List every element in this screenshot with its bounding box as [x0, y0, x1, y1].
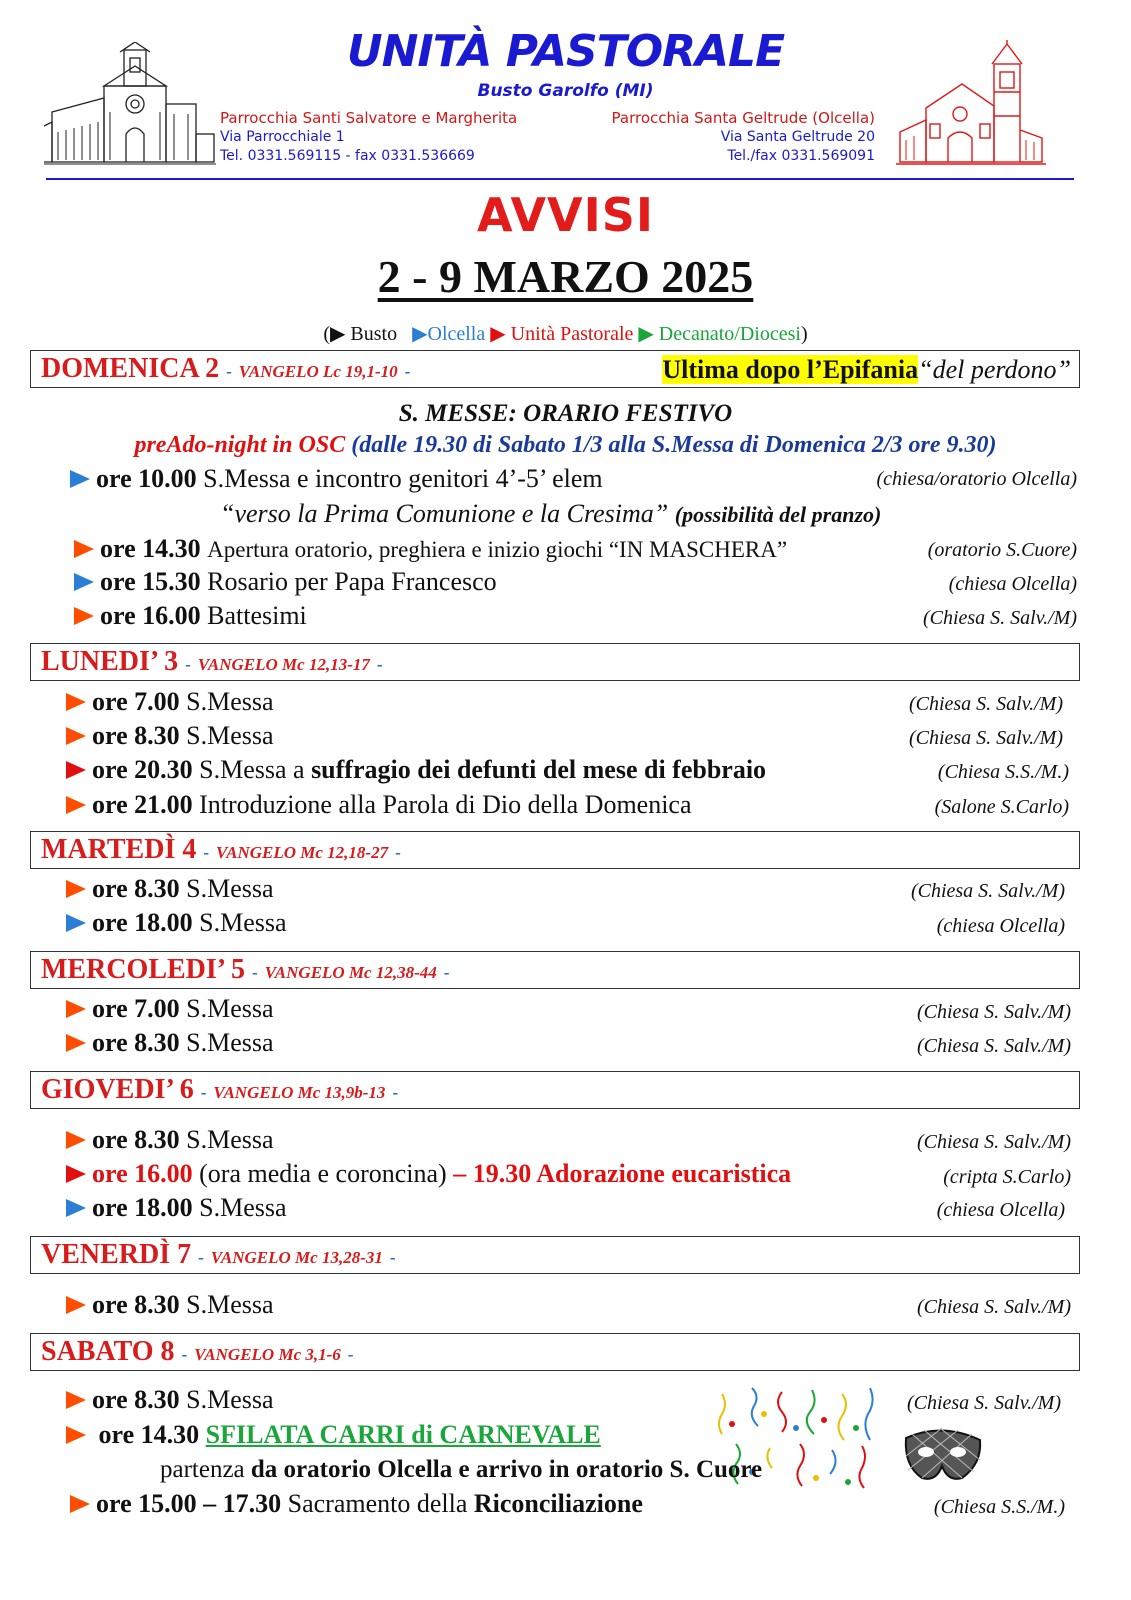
busto-arrow-icon	[66, 796, 86, 814]
church-left-drawing	[44, 42, 216, 170]
olcella-arrow-icon	[66, 914, 86, 932]
row-monday-3: ore 20.30 S.Messa a suffragio dei defunti del mese di febbraio	[66, 754, 766, 786]
parish-right	[612, 109, 875, 166]
place: (Chiesa S. Salv./M)	[908, 727, 1063, 749]
row-friday-1: ore 8.30 S.Messa	[66, 1289, 274, 1321]
busto-arrow-icon	[66, 693, 86, 711]
row-thursday-3: ore 18.00 S.Messa	[66, 1192, 287, 1224]
day-header-tuesday: MARTEDÌ 4 - VANGELO Mc 12,18-27 -	[30, 831, 1080, 869]
parish-right-phone: Tel./fax 0331.569091	[727, 148, 875, 164]
place: (Chiesa S. Salv./M)	[910, 880, 1065, 902]
day-header-wednesday: MERCOLEDI’ 5 - VANGELO Mc 12,38-44 -	[30, 951, 1080, 989]
day-label: LUNEDI’ 3	[41, 646, 179, 677]
row-monday-1: ore 7.00 S.Messa	[66, 686, 274, 718]
sfilata-carri: SFILATA CARRI di CARNEVALE	[205, 1420, 601, 1449]
legend	[0, 321, 1131, 346]
legend-unita-marker: ▶	[490, 323, 506, 345]
preado-night	[0, 432, 1131, 459]
place: (Chiesa S. Salv./M)	[916, 1296, 1071, 1318]
day-header-saturday: SABATO 8 - VANGELO Mc 3,1-6 -	[30, 1333, 1080, 1371]
parish-left-name: Parrocchia Santi Salvatore e Margherita	[220, 109, 518, 127]
place: (Chiesa S.S./M.)	[937, 761, 1069, 783]
place: (Chiesa S. Salv./M)	[916, 1131, 1071, 1153]
day-label: VENERDÌ 7	[41, 1239, 192, 1270]
busto-arrow-icon	[74, 540, 94, 558]
place: (Chiesa S. Salv./M)	[922, 607, 1077, 629]
unita-arrow-icon	[66, 1165, 86, 1183]
day-label: GIOVEDI’ 6	[41, 1074, 194, 1105]
vangelo: VANGELO Mc 13,28-31	[210, 1248, 383, 1267]
parish-left-address: Via Parrocchiale 1	[220, 129, 345, 145]
day-label: MARTEDÌ 4	[41, 834, 197, 865]
legend-unita: Unità Pastorale	[510, 323, 634, 345]
place: (Chiesa S. Salv./M)	[906, 1392, 1061, 1414]
orario-festivo: S. MESSE: ORARIO FESTIVO	[398, 400, 733, 427]
place: (Chiesa S. Salv./M)	[916, 1035, 1071, 1057]
busto-arrow-icon	[66, 880, 86, 898]
date-range: 2 - 9 MARZO 2025	[377, 251, 754, 302]
day-label: DOMENICA 2	[41, 353, 220, 384]
day-header-thursday: GIOVEDI’ 6 - VANGELO Mc 13,9b-13 -	[30, 1071, 1080, 1109]
header-divider	[46, 178, 1074, 180]
place: (Chiesa S. Salv./M)	[908, 693, 1063, 715]
day-header-friday: VENERDÌ 7 - VANGELO Mc 13,28-31 -	[30, 1236, 1080, 1274]
vangelo: VANGELO Mc 3,1-6	[194, 1345, 341, 1364]
legend-close: )	[800, 323, 808, 345]
day-header-sunday: DOMENICA 2 - VANGELO Lc 19,1-10 - Ultima dopo l’Epifania“del perdono”	[30, 350, 1080, 388]
place: (Salone S.Carlo)	[934, 796, 1069, 818]
row-monday-2: ore 8.30 S.Messa	[66, 720, 274, 752]
header-subtitle: Busto Garolfo (MI)	[477, 81, 654, 101]
busto-arrow-icon	[66, 1296, 86, 1314]
legend-decanato-marker: ▶	[638, 323, 654, 345]
vangelo: VANGELO Lc 19,1-10	[238, 362, 398, 381]
unita-arrow-icon	[66, 761, 86, 779]
row-thursday-2: ore 16.00 (ora media e coroncina) – 19.30 Adorazione eucaristica	[66, 1158, 791, 1190]
place: (chiesa Olcella)	[948, 573, 1077, 595]
vangelo: VANGELO Mc 12,18-27	[216, 843, 389, 862]
busto-arrow-icon	[66, 1000, 86, 1018]
place: (chiesa Olcella)	[936, 1199, 1065, 1221]
olcella-arrow-icon	[70, 470, 90, 488]
highlight-ultima: Ultima dopo l’Epifania	[662, 355, 919, 384]
busto-arrow-icon	[66, 1034, 86, 1052]
quote-perdono: “del perdono”	[918, 355, 1071, 384]
header-title: UNITÀ PASTORALE	[346, 26, 785, 77]
parish-left-phone: Tel. 0331.569115 - fax 0331.536669	[220, 148, 475, 164]
parish-right-name: Parrocchia Santa Geltrude (Olcella)	[611, 109, 875, 127]
row-saturday-2b: partenza da oratorio Olcella e arrivo in oratorio S. Cuore	[160, 1456, 763, 1483]
olcella-arrow-icon	[66, 1199, 86, 1217]
busto-arrow-icon	[66, 1426, 86, 1444]
olcella-arrow-icon	[74, 573, 94, 591]
row-sunday-1b: “verso la Prima Comunione e la Cresima” (possibilità del pranzo)	[220, 499, 882, 528]
busto-arrow-icon	[70, 1495, 90, 1513]
place: (chiesa/oratorio Olcella)	[876, 468, 1077, 490]
busto-arrow-icon	[66, 727, 86, 745]
row-saturday-3: ore 15.00 – 17.30 Sacramento della Riconciliazione	[70, 1488, 643, 1520]
place: (Chiesa S. Salv./M)	[916, 1001, 1071, 1023]
row-sunday-4: ore 16.00 Battesimi	[74, 600, 307, 632]
row-tuesday-1: ore 8.30 S.Messa	[66, 873, 274, 905]
church-right-drawing	[896, 40, 1046, 172]
row-saturday-1: ore 8.30 S.Messa	[66, 1384, 274, 1416]
row-wednesday-1: ore 7.00 S.Messa	[66, 993, 274, 1025]
row-tuesday-2: ore 18.00 S.Messa	[66, 907, 287, 939]
place: (oratorio S.Cuore)	[927, 539, 1077, 561]
row-monday-4: ore 21.00 Introduzione alla Parola di Dio della Domenica	[66, 789, 692, 821]
preado-title: preAdo-night in OSC	[134, 432, 346, 458]
day-label: MERCOLEDI’ 5	[41, 954, 246, 985]
vangelo: VANGELO Mc 13,9b-13	[213, 1083, 386, 1102]
row-sunday-3: ore 15.30 Rosario per Papa Francesco	[74, 566, 497, 598]
place: (Chiesa S.S./M.)	[933, 1496, 1065, 1518]
legend-olcella: Olcella	[427, 323, 486, 345]
parish-left	[220, 109, 517, 166]
row-thursday-1: ore 8.30 S.Messa	[66, 1124, 274, 1156]
busto-arrow-icon	[74, 607, 94, 625]
day-label: SABATO 8	[41, 1336, 175, 1367]
preado-detail: (dalle 19.30 di Sabato 1/3 alla S.Messa di Domenica 2/3 ore 9.30)	[351, 432, 997, 458]
vangelo: VANGELO Mc 12,13-17	[197, 655, 370, 674]
legend-busto: Busto	[350, 323, 398, 345]
row-wednesday-2: ore 8.30 S.Messa	[66, 1027, 274, 1059]
place: (cripta S.Carlo)	[943, 1166, 1071, 1188]
legend-open: (	[323, 323, 331, 345]
legend-decanato: Decanato/Diocesi	[658, 323, 801, 345]
avvisi-title: AVVISI	[476, 188, 655, 242]
place: (chiesa Olcella)	[936, 915, 1065, 937]
row-sunday-1: ore 10.00 S.Messa e incontro genitori 4’-5’ elem	[70, 463, 603, 495]
legend-olcella-marker: ▶	[412, 323, 428, 345]
day-header-monday: LUNEDI’ 3 - VANGELO Mc 12,13-17 -	[30, 643, 1080, 681]
busto-arrow-icon	[66, 1131, 86, 1149]
busto-arrow-icon	[66, 1391, 86, 1409]
parish-right-address: Via Santa Geltrude 20	[720, 129, 875, 145]
legend-busto-marker: ▶	[330, 323, 346, 345]
row-sunday-2: ore 14.30 Apertura oratorio, preghiera e inizio giochi “IN MASCHERA”	[74, 533, 787, 566]
vangelo: VANGELO Mc 12,38-44	[264, 963, 437, 982]
carnival-mask-icon	[902, 1420, 984, 1486]
row-saturday-2: ore 14.30 SFILATA CARRI di CARNEVALE	[66, 1419, 601, 1451]
